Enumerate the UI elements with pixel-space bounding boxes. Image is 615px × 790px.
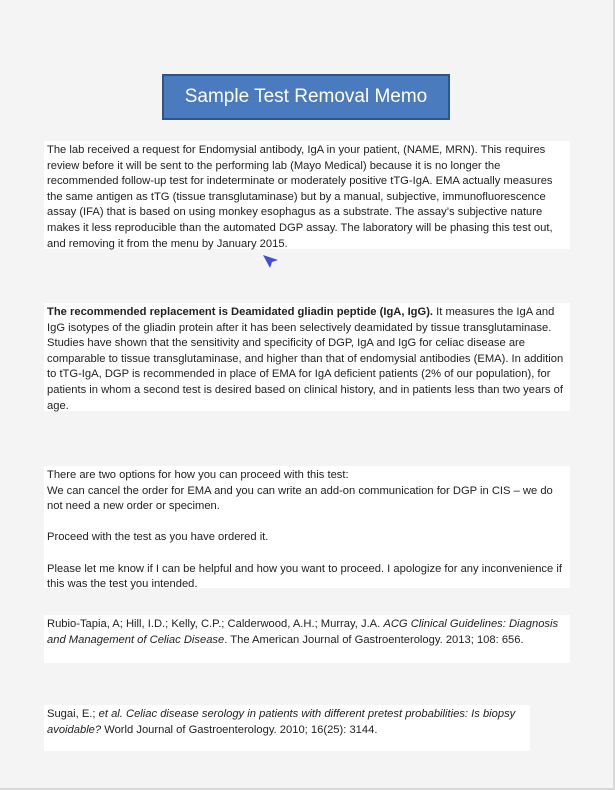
option-two: Proceed with the test as you have ordered it. [47, 531, 269, 544]
memo-title-box [162, 74, 450, 120]
reference-1-block [44, 615, 570, 663]
reference-2 [47, 707, 527, 738]
reference-1-authors: Rubio-Tapia, A; Hill, I.D.; Kelly, C.P.; Calderwood, A.H.; Murray, J.A. [47, 618, 384, 630]
reference-1-title: ACG Clinical Guidelines: Diagnosis and Management of Celiac Disease [47, 618, 559, 646]
replacement-paragraph-block [44, 303, 570, 411]
reference-1 [47, 617, 567, 648]
reference-2-source: World Journal of Gastroenterology. 2010; 16(25): 3144. [101, 723, 378, 736]
reference-1-source: . The American Journal of Gastroenterology. 2013; 108: 656. [224, 633, 524, 646]
replacement-heading: The recommended replacement is Deamidated gliadin peptide (IgA, IgG). [47, 306, 434, 318]
replacement-paragraph [47, 305, 567, 414]
reference-2-title: Celiac disease serology in patients with different pretest probabilities: Is biopsy avoidable? [47, 708, 516, 736]
reference-2-etal: et al. [98, 708, 123, 720]
reference-2-authors: Sugai, E.; [47, 708, 99, 720]
reference-2-block [44, 705, 530, 751]
memo-title: Sample Test Removal Memo [184, 86, 428, 107]
closing-paragraph: Please let me know if I can be helpful and how you want to proceed. I apologize for any inconvenience if this was the test you intended. [47, 562, 562, 591]
intro-paragraph-block [44, 141, 570, 249]
mouse-pointer-icon [262, 254, 280, 270]
options-block [44, 466, 570, 591]
intro-paragraph: The lab received a request for Endomysial antibody, IgA in your patient, (NAME, MRN). This requires review before it will be sent to the performing lab (Mayo Medical) because it is no longer the recommended follow-up test for indeterminate or moderately positive tTG-IgA. EMA actually measures the same antigen as tTG (tissue transglutaminase) but by a manual, subjective, immunofluorescence assay (IFA) that is based on using monkey esophagus as a substrate. The assay’s subjective nature makes it less reproducible than the automated DGP assay. The laboratory will be phasing this test out, and removing it from the menu by January 2015. [47, 144, 553, 250]
option-one: We can cancel the order for EMA and you can write an add-on communication for DGP in CIS – we do not need a new order or specimen. [47, 484, 553, 513]
options-intro: There are two options for how you can proceed with this test: [47, 469, 349, 481]
replacement-body: It measures the IgA and IgG isotypes of the gliadin protein after it has been selectively deamidated by tissue transglutaminase. Studies have shown that the sensitivity and specificity of DGP, IgA and IgG for celiac disease are comparable to tissue transglutaminase, and higher than that of endomysial antibodies (EMA). In addition to tTG-IgA, DGP is recommended in place of EMA for IgA deficient patients (2% of our population), for patients in whom a second test is desired based on clinical history, and in patients less than two years of age. [47, 306, 564, 412]
